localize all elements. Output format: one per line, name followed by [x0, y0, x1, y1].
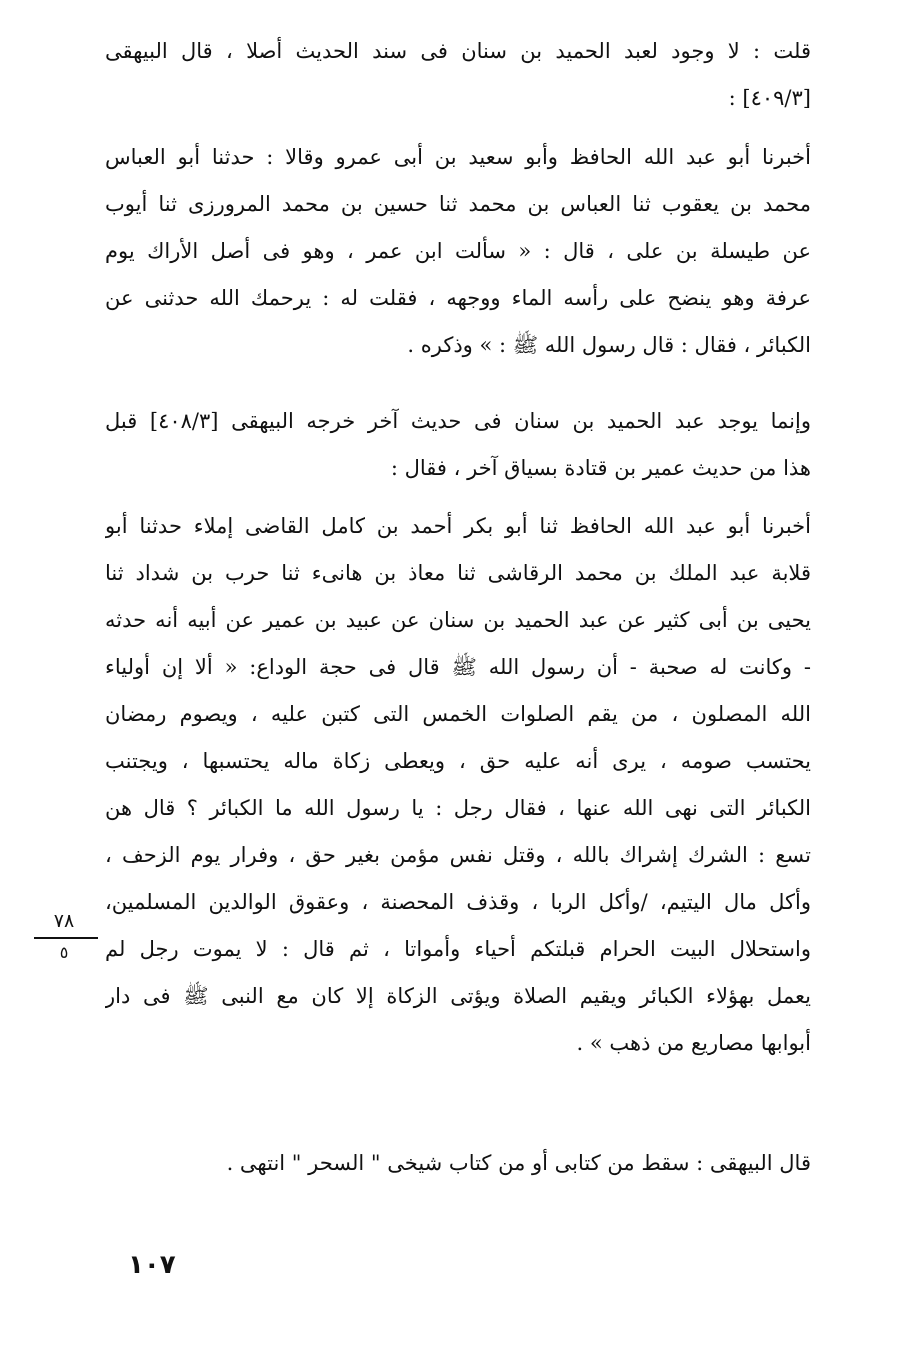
text-line: الكبائر ، فقال : قال رسول الله ﷺ : » وذكره . — [407, 333, 811, 357]
paragraph-4 — [105, 503, 811, 1067]
text-line: يحتسب صومه ، يرى أنه عليه حق ، ويعطى زكاة ماله يحتسبها ، ويجتنب — [105, 749, 811, 773]
folio-divider — [34, 937, 98, 939]
text-line: يحيى بن أبى كثير عن عبد الحميد بن سنان عن عبيد بن عمير عن أبيه أنه حدثه — [105, 608, 811, 632]
text-line: يعمل بهؤلاء الكبائر ويقيم الصلاة ويؤتى الزكاة إلا كان مع النبى ﷺ فى دار — [105, 984, 811, 1008]
text-line: قلابة عبد الملك بن محمد الرقاشى ثنا معاذ بن هانىء ثنا حرب بن شداد ثنا — [105, 561, 811, 585]
folio-number: ٧٨ — [53, 910, 75, 932]
paragraph-5 — [105, 1140, 811, 1187]
text-line: عن طيسلة بن على ، قال : « سألت ابن عمر ، وهو فى أصل الأراك يوم — [105, 239, 811, 263]
text-line: أبوابها مصاريع من ذهب » . — [576, 1031, 811, 1055]
paragraph-1 — [105, 28, 811, 122]
text-line: عرفة وهو ينضح على رأسه الماء ووجهه ، فقلت له : يرحمك الله حدثنى عن — [105, 286, 811, 310]
paragraph-3 — [105, 398, 811, 492]
text-line: أخبرنا أبو عبد الله الحافظ ثنا أبو بكر أحمد بن كامل القاضى إملاء حدثنا أبو — [105, 514, 811, 538]
text-line: قلت : لا وجود لعبد الحميد بن سنان فى سند الحديث أصلا ، قال البيهقى — [105, 39, 811, 63]
text-line: قال البيهقى : سقط من كتابى أو من كتاب شيخى " السحر " انتهى . — [226, 1151, 811, 1175]
text-line: - وكانت له صحبة - أن رسول الله ﷺ قال فى حجة الوداع: « ألا إن أولياء — [105, 655, 811, 679]
paragraph-2 — [105, 134, 811, 369]
text-line: وأكل مال اليتيم، /وأكل الربا ، وقذف المحصنة ، وعقوق الوالدين المسلمين، — [105, 890, 811, 914]
page-number: ١٠٧ — [128, 1250, 176, 1280]
text-line: محمد بن يعقوب ثنا العباس بن محمد ثنا حسين بن محمد المرورزى ثنا أيوب — [105, 192, 811, 216]
manuscript-folio-note — [34, 908, 94, 963]
text-line: الكبائر التى نهى الله عنها ، فقال رجل : يا رسول الله ما الكبائر ؟ قال هن — [105, 796, 811, 820]
text-line: وإنما يوجد عبد الحميد بن سنان فى حديث آخر خرجه البيهقى [٤٠٨/٣] قبل — [105, 409, 811, 433]
text-line: الله المصلون ، من يقم الصلوات الخمس التى كتبن عليه ، ويصوم رمضان — [105, 702, 811, 726]
text-line: تسع : الشرك إشراك بالله ، وقتل نفس مؤمن بغير حق ، وفرار يوم الزحف ، — [105, 843, 811, 867]
text-line: هذا من حديث عمير بن قتادة بسياق آخر ، فقال : — [390, 456, 811, 480]
text-line: [٤٠٩/٣] : — [728, 86, 811, 110]
text-line: واستحلال البيت الحرام قبلتكم أحياء وأمواتا ، ثم قال : لا يموت رجل لم — [105, 937, 811, 961]
folio-subnumber: ٥ — [59, 943, 69, 962]
text-line: أخبرنا أبو عبد الله الحافظ وأبو سعيد بن أبى عمرو وقالا : حدثنا أبو العباس — [105, 145, 811, 169]
